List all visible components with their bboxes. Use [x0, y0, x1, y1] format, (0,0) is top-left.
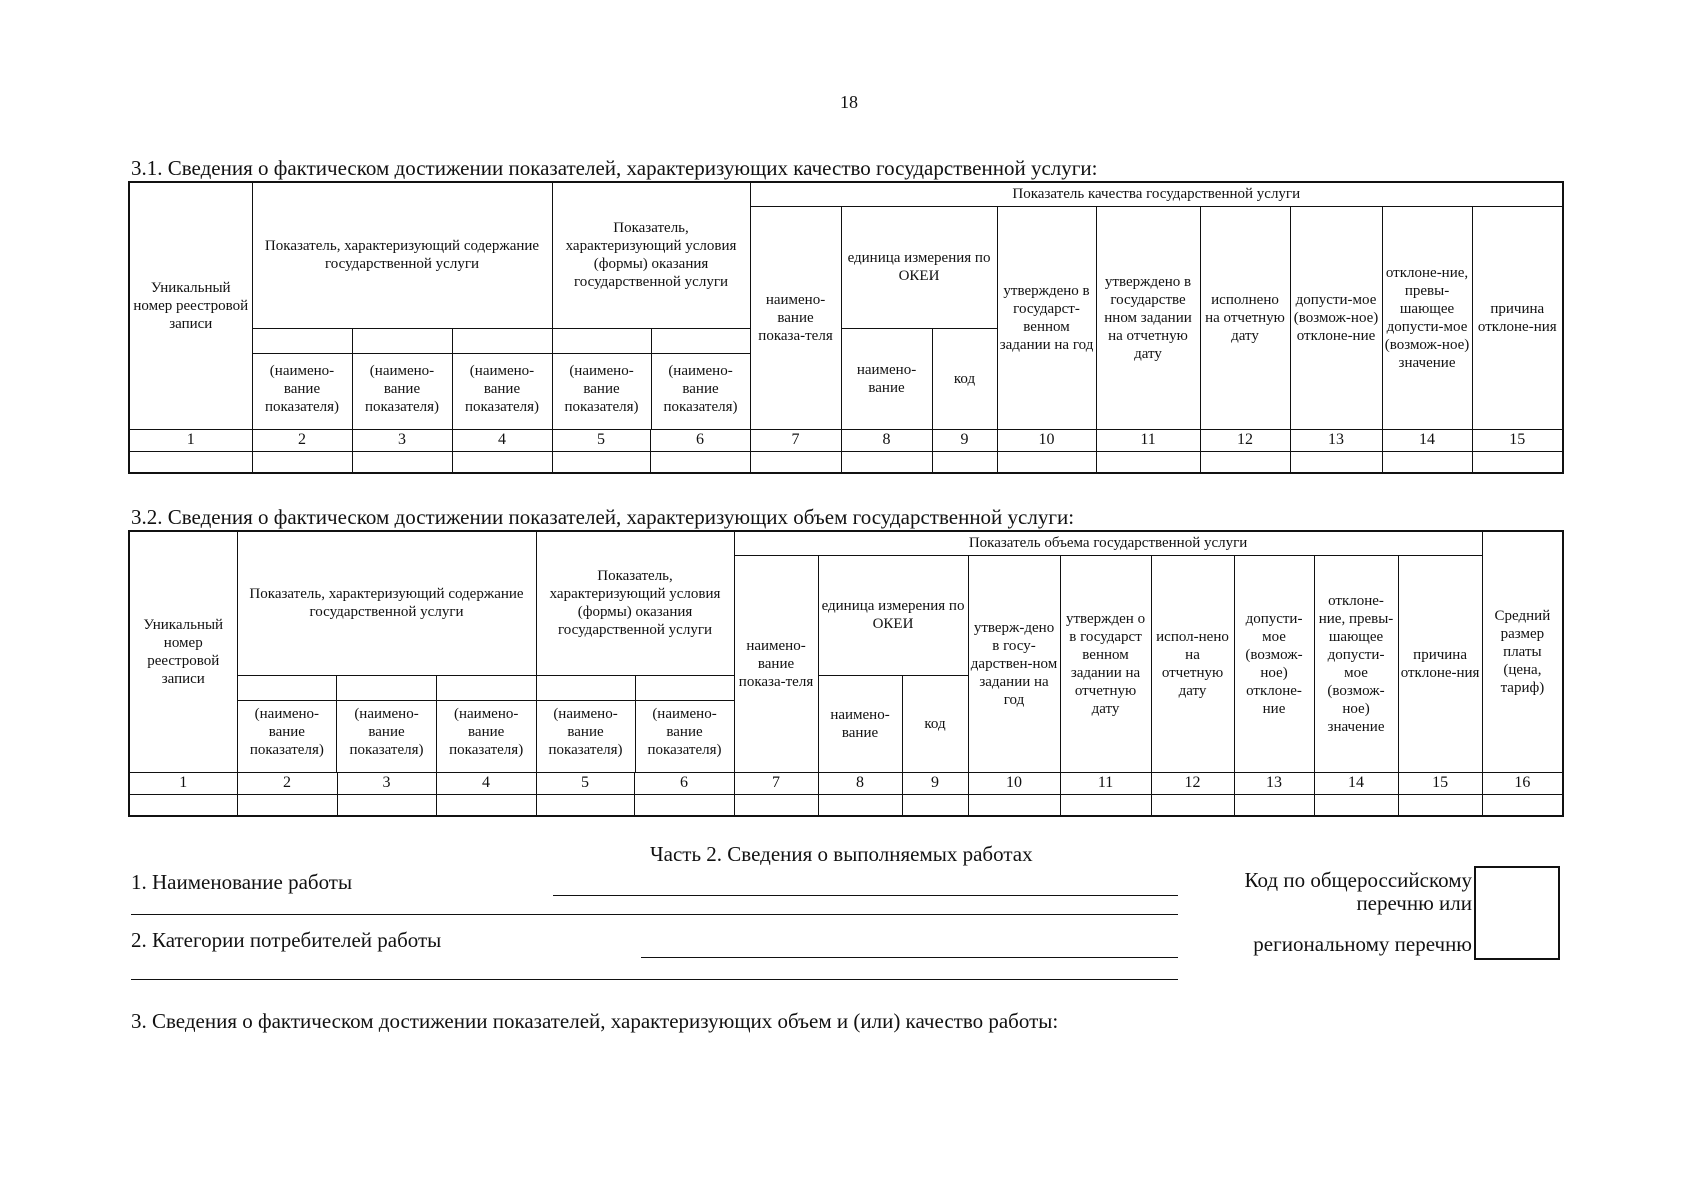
approved-date-header: утверждено в государстве нном задании на отчетную дату — [1096, 206, 1200, 429]
content-indicator-header: Показатель, характеризующий содержание государственной услуги — [252, 182, 552, 328]
column-number: 11 — [1060, 772, 1151, 794]
data-cell[interactable] — [237, 794, 337, 816]
conditions-name-cells — [536, 675, 734, 772]
data-cell[interactable] — [352, 451, 452, 473]
column-number: 15 — [1472, 429, 1563, 451]
allowed-deviation-header: допусти-мое (возмож-ное) отклоне-ние — [1290, 206, 1382, 429]
column-number-row — [129, 772, 1563, 794]
column-number: 1 — [129, 772, 237, 794]
data-cell[interactable] — [734, 794, 818, 816]
column-number: 13 — [1234, 772, 1314, 794]
data-cell[interactable] — [818, 794, 902, 816]
indicator-name-placeholder: (наимено-вание показателя) — [537, 701, 636, 772]
column-number: 4 — [452, 429, 552, 451]
executed-header: испол-нено на отчетную дату — [1151, 555, 1234, 772]
column-number: 14 — [1382, 429, 1472, 451]
indicator-name-placeholder: (наимено-вание показателя) — [253, 354, 353, 429]
content-indicator-header: Показатель, характеризующий содержание государственной услуги — [237, 531, 536, 675]
conditions-indicator-header: Показатель, характеризующий условия (формы) оказания государственной услуги — [552, 182, 750, 328]
consumers-field-continuation[interactable] — [131, 979, 1178, 980]
data-cell[interactable] — [750, 451, 841, 473]
data-cell[interactable] — [552, 451, 650, 473]
section-3-2-heading: 3.2. Сведения о фактическом достижении показателей, характеризующих объем государственной услуги: — [131, 505, 1075, 529]
conditions-name-cells — [552, 328, 750, 429]
executed-header: исполнено на отчетную дату — [1200, 206, 1290, 429]
unit-code-header: код — [902, 675, 968, 772]
data-cell[interactable] — [252, 451, 352, 473]
column-number: 10 — [997, 429, 1096, 451]
indicator-name-placeholder: (наимено-вание показателя) — [353, 354, 453, 429]
data-cell[interactable] — [650, 451, 750, 473]
consumers-label: 2. Категории потребителей работы — [131, 928, 442, 952]
code-label-line2: перечню или — [1356, 891, 1472, 915]
code-input-box[interactable] — [1474, 866, 1560, 960]
data-cell[interactable] — [436, 794, 536, 816]
empty-data-row — [129, 451, 1563, 473]
page-number: 18 — [840, 92, 858, 112]
column-number: 13 — [1290, 429, 1382, 451]
column-number: 6 — [650, 429, 750, 451]
approved-year-header: утверждено в государст-венном задании на год — [997, 206, 1096, 429]
data-cell[interactable] — [1472, 451, 1563, 473]
column-number: 10 — [968, 772, 1060, 794]
unique-number-header: Уникальный номер реестровой записи — [129, 182, 252, 429]
column-number: 7 — [750, 429, 841, 451]
data-cell[interactable] — [841, 451, 932, 473]
indicator-name-header: наимено-вание показа-теля — [734, 555, 818, 772]
data-cell[interactable] — [536, 794, 634, 816]
data-cell[interactable] — [968, 794, 1060, 816]
data-cell[interactable] — [1151, 794, 1234, 816]
column-number: 15 — [1398, 772, 1482, 794]
data-cell[interactable] — [129, 794, 237, 816]
approved-date-header: утвержден о в государст венном задании на отчетную дату — [1060, 555, 1151, 772]
column-number: 4 — [436, 772, 536, 794]
volume-indicator-header: Показатель объема государственной услуги — [734, 531, 1482, 555]
data-cell[interactable] — [1482, 794, 1563, 816]
column-number: 12 — [1151, 772, 1234, 794]
excess-deviation-header: отклоне-ние, превы-шающее допусти-мое (возмож-ное) значение — [1314, 555, 1398, 772]
part-2-title: Часть 2. Сведения о выполняемых работах — [650, 842, 1033, 866]
indicator-name-placeholder: (наимено-вание показателя) — [647, 705, 722, 758]
allowed-deviation-header: допусти-мое (возмож-ное) отклоне-ние — [1234, 555, 1314, 772]
column-number: 2 — [252, 429, 352, 451]
column-number: 5 — [536, 772, 634, 794]
empty-data-row — [129, 794, 1563, 816]
unit-header: единица измерения по ОКЕИ — [818, 555, 968, 675]
deviation-reason-header: причина отклоне-ния — [1398, 555, 1482, 772]
column-number-row — [129, 429, 1563, 451]
data-cell[interactable] — [634, 794, 734, 816]
work-name-field-continuation[interactable] — [131, 914, 1178, 915]
data-cell[interactable] — [1398, 794, 1482, 816]
indicator-name-placeholder: (наимено-вание показателя) — [337, 701, 437, 772]
indicator-name-header: наимено-вание показа-теля — [750, 206, 841, 429]
column-number: 9 — [902, 772, 968, 794]
unit-code-header: код — [932, 328, 997, 429]
section-3-heading: 3. Сведения о фактическом достижении показателей, характеризующих объем и (или) качество работы: — [131, 1009, 1059, 1033]
unique-number-header: Уникальный номер реестровой записи — [129, 531, 237, 772]
column-number: 3 — [337, 772, 436, 794]
quality-indicator-header: Показатель качества государственной услуги — [750, 182, 1563, 206]
data-cell[interactable] — [997, 451, 1096, 473]
data-cell[interactable] — [129, 451, 252, 473]
data-cell[interactable] — [1234, 794, 1314, 816]
column-number: 16 — [1482, 772, 1563, 794]
deviation-reason-header: причина отклоне-ния — [1472, 206, 1563, 429]
unit-name-header: наимено-вание — [818, 675, 902, 772]
column-number: 6 — [634, 772, 734, 794]
data-cell[interactable] — [902, 794, 968, 816]
code-label-line3: региональному перечню — [1253, 932, 1472, 956]
column-number: 5 — [552, 429, 650, 451]
unit-header: единица измерения по ОКЕИ — [841, 206, 997, 328]
column-number: 7 — [734, 772, 818, 794]
section-3-1-heading: 3.1. Сведения о фактическом достижении показателей, характеризующих качество государственной услуги: — [131, 156, 1098, 180]
column-number: 8 — [818, 772, 902, 794]
code-label-line1: Код по общероссийскому — [1244, 868, 1472, 892]
column-number: 1 — [129, 429, 252, 451]
excess-deviation-header: отклоне-ние, превы-шающее допусти-мое (возмож-ное) значение — [1382, 206, 1472, 429]
data-cell[interactable] — [1382, 451, 1472, 473]
data-cell[interactable] — [1290, 451, 1382, 473]
data-cell[interactable] — [1060, 794, 1151, 816]
work-name-label: 1. Наименование работы — [131, 870, 353, 894]
column-number: 3 — [352, 429, 452, 451]
volume-table — [128, 530, 1564, 817]
consumers-field[interactable] — [641, 957, 1178, 958]
column-number: 14 — [1314, 772, 1398, 794]
indicator-name-placeholder: (наимено-вание показателя) — [663, 362, 738, 415]
work-name-field[interactable] — [553, 895, 1178, 896]
column-number: 8 — [841, 429, 932, 451]
indicator-name-placeholder: (наимено-вание показателя) — [464, 362, 540, 415]
avg-fee-header: Средний размер платы (цена, тариф) — [1482, 531, 1563, 772]
data-cell[interactable] — [337, 794, 436, 816]
data-cell[interactable] — [1200, 451, 1290, 473]
data-cell[interactable] — [1314, 794, 1398, 816]
data-cell[interactable] — [452, 451, 552, 473]
column-number: 9 — [932, 429, 997, 451]
unit-name-header: наимено-вание — [841, 328, 932, 429]
indicator-name-placeholder: (наимено-вание показателя) — [238, 701, 338, 772]
column-number: 2 — [237, 772, 337, 794]
data-cell[interactable] — [1096, 451, 1200, 473]
column-number: 12 — [1200, 429, 1290, 451]
content-name-cells — [237, 675, 536, 772]
indicator-name-placeholder: (наимено-вание показателя) — [553, 354, 652, 429]
data-cell[interactable] — [932, 451, 997, 473]
column-number: 11 — [1096, 429, 1200, 451]
approved-year-header: утверж-дено в госу-дарствен-ном задании на год — [968, 555, 1060, 772]
conditions-indicator-header: Показатель, характеризующий условия (формы) оказания государственной услуги — [536, 531, 734, 675]
content-name-cells — [252, 328, 552, 429]
quality-table — [128, 181, 1564, 474]
indicator-name-placeholder: (наимено-вание показателя) — [449, 705, 524, 758]
